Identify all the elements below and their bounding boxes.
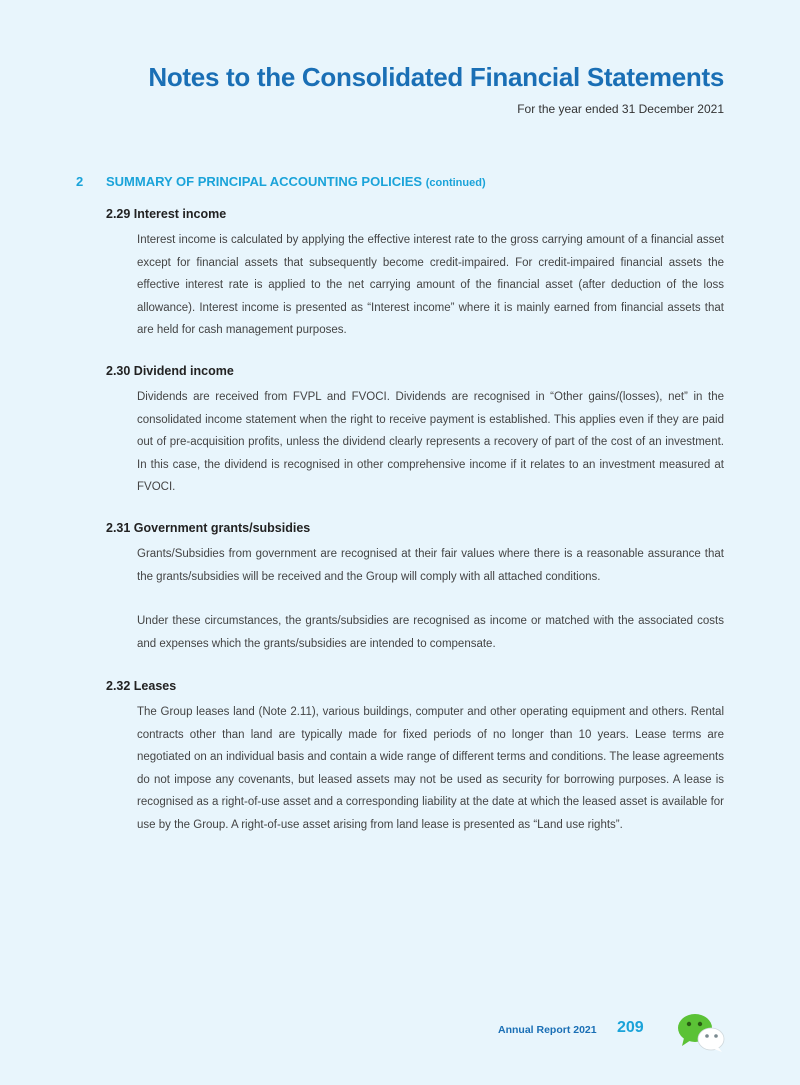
page-subtitle: For the year ended 31 December 2021 [517,102,724,116]
section-heading [76,174,486,189]
subsection-leases [106,679,724,836]
paragraph: The Group leases land (Note 2.11), various buildings, computer and other operating equipment and others. Rental contracts other than land are typically made for fixed periods of no longer than 10 years. Lease terms are negotiated on an individual basis and contain a wide range of different terms and conditions. The lease agreements do not impose any covenants, but leased assets may not be used as security for borrowing purposes. A lease is recognised as a right-of-use asset and a corresponding liability at the date at which the leased asset is available for use by the Group. A right-of-use asset arising from land lease is presented as “Land use rights”. [137,706,724,831]
paragraph: Under these circumstances, the grants/subsidies are recognised as income or matched with the associated costs and expenses which the grants/subsidies are intended to compensate. [137,615,724,650]
subsection-dividend-income [106,364,724,499]
subsection-government-grants [106,521,724,655]
page-title: Notes to the Consolidated Financial Statements [148,62,724,92]
continued-label: (continued) [425,177,486,189]
paragraph: Grants/Subsidies from government are recognised at their fair values where there is a reasonable assurance that the grants/subsidies will be received and the Group will comply with all attached conditions. [137,548,724,583]
subsection-heading: 2.29 Interest income [106,207,227,221]
section-number: 2 [76,174,84,189]
paragraph: Interest income is calculated by applying the effective interest rate to the gross carrying amount of a financial asset except for financial assets that subsequently become credit-impaired. For credit-impaired financial assets the effective interest rate is applied to the net carrying amount of the financial asset (after deduction of the loss allowance). Interest income is presented as “Interest income” where it is mainly earned from financial assets that are held for cash management purposes. [137,234,724,336]
footer-report-label: Annual Report 2021 [498,1024,597,1036]
subsection-heading: 2.31 Government grants/subsidies [106,521,311,535]
page-number: 209 [617,1019,644,1036]
subsection-heading: 2.32 Leases [106,679,177,693]
paragraph: Dividends are received from FVPL and FVOCI. Dividends are recognised in “Other gains/(losses), net” in the consolidated income statement when the right to receive payment is established. This applies even if they are paid out of pre-acquisition profits, unless the dividend clearly represents a recovery of part of the cost of an investment. In this case, the dividend is recognised in other comprehensive income if it relates to an investment measured at FVOCI. [137,391,724,493]
subsection-interest-income [106,207,724,342]
subsection-heading: 2.30 Dividend income [106,364,234,378]
section-title: SUMMARY OF PRINCIPAL ACCOUNTING POLICIES [106,174,423,189]
wechat-logo-icon [676,1012,726,1052]
